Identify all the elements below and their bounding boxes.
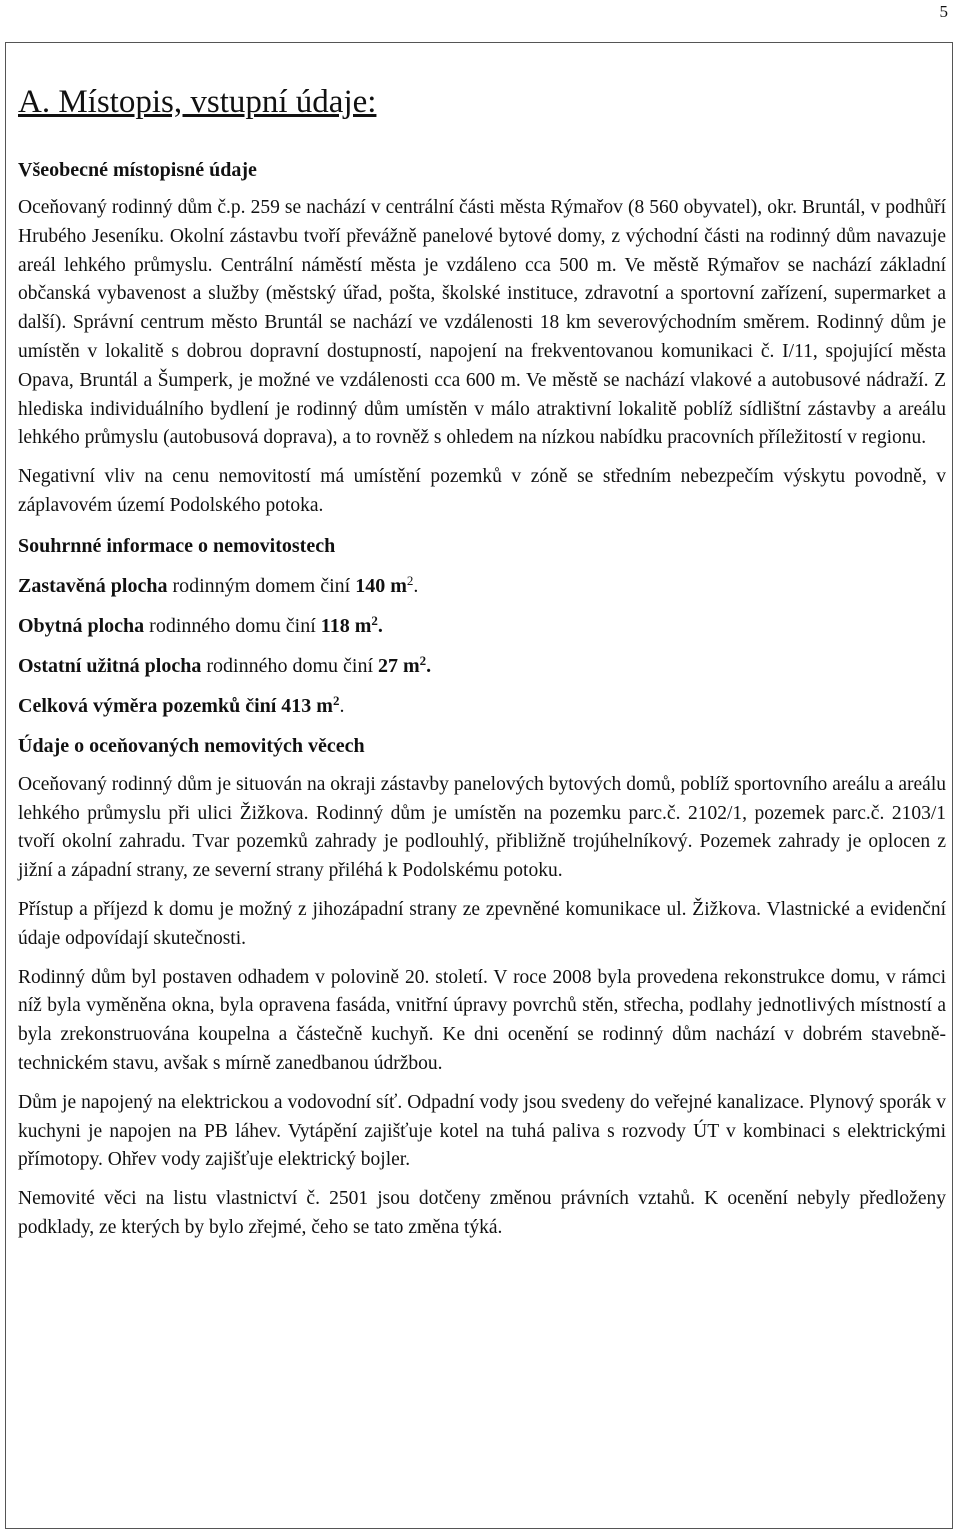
stat-end: . [413, 574, 419, 597]
stat-text: rodinného domu činí [201, 654, 378, 677]
stat-text: rodinného domu činí [144, 614, 321, 637]
stat-label: Obytná plocha [18, 614, 145, 637]
stat-exponent: 2 [371, 612, 378, 628]
stat-end: . [339, 694, 345, 717]
flood-risk-paragraph: Negativní vliv na cenu nemovitostí má umístění pozemků v zóně se středním nebezpečím výskytu povodně, v záplavovém území Podolského potoka. [18, 466, 946, 516]
stat-built-area [18, 572, 946, 600]
stat-value: 27 m [378, 654, 420, 677]
stat-label: Celková výměra pozemků činí 413 m [18, 694, 333, 717]
section-title: A. Místopis, vstupní údaje: [18, 84, 377, 120]
details-paragraph-access: Přístup a příjezd k domu je možný z jihozápadní strany ze zpevněné komunikace ul. Žižkova. Vlastnické a evidenční údaje odpovídají skutečnosti. [18, 898, 946, 949]
stat-exponent: 2 [332, 692, 340, 708]
details-paragraph-ownership: Nemovité věci na listu vlastnictví č. 2501 jsou dotčeny změnou právních vztahů. K ocenění nebyly předloženy podklady, ze kterých by bylo zřejmé, čeho se tato změna týká. [18, 1188, 946, 1238]
summary-heading: Souhrnné informace o nemovitostech [18, 534, 336, 557]
stat-exponent: 2 [419, 652, 427, 668]
page-number: 5 [939, 2, 948, 21]
stat-value: 140 m [355, 574, 407, 597]
general-info-heading: Všeobecné místopisné údaje [18, 159, 257, 181]
stat-value: 118 m [320, 614, 372, 637]
details-paragraph-construction: Rodinný dům byl postaven odhadem v polovině 20. století. V roce 2008 byla provedena rekonstrukce domu, v rámci níž byla vyměněna okna, byla opravena fasáda, vnitřní úpravy povrchů stěn, střecha, podlahy jednotlivých místností a byla zrekonstruována koupelna a částečně kuchyň. Ke dni ocenění se rodinný dům nachází v dobrém stavebně-technickém stavu, avšak s mírně zanedbanou údržbou. [18, 966, 946, 1074]
general-info-paragraph: Oceňovaný rodinný dům č.p. 259 se nachází v centrální části města Rýmařov (8 560 obyvatel), okr. Bruntál, v podhůří Hrubého Jeseníku. Okolní zástavbu tvoří převážně panelové bytové domy, z východní části na rodinný dům navazuje areál lehkého průmyslu. Centrální náměstí města je vzdáleno cca 500 m. Ve městě Rýmařov se nachází základní občanská vybavenost a služby (městský úřad, pošta, školské instituce, zdravotní a sportovní zařízení, supermarket a další). Správní centrum město Bruntál se nachází ve vzdálenosti 18 km severovýchodním směrem. Rodinný dům je umístěn v lokalitě s dobrou dopravní dostupností, napojení na frekventovanou komunikaci č. I/11, spojující města Opava, Bruntál a Šumperk, je možné ve vzdálenosti cca 600 m. Ve městě se nachází vlakové a autobusové nádraží. Z hlediska individuálního bydlení je rodinný dům umístěn v málo atraktivní lokalitě poblíž sídlištní zástavby a areálu lehkého průmyslu (autobusová doprava), a to rovněž s ohledem na nízkou nabídku pracovních příležitostí v regionu. [18, 197, 946, 449]
stat-living-area [18, 612, 946, 640]
stat-end: . [377, 614, 383, 637]
stat-label: Zastavěná plocha [18, 574, 168, 597]
details-heading: Údaje o oceňovaných nemovitých věcech [18, 734, 365, 757]
stat-label: Ostatní užitná plocha [18, 654, 202, 677]
document-body [18, 82, 946, 1243]
stat-total-land [18, 692, 946, 720]
stat-text: rodinným domem činí [167, 574, 356, 597]
details-paragraph-location: Oceňovaný rodinný dům je situován na okraji zástavby panelových bytových domů, poblíž sportovního areálu a areálu lehkého průmyslu při ulici Žižkova. Rodinný dům je umístěn na pozemku parc.č. 2102/1, pozemek parc.č. 2103/1 tvoří okolní zahradu. Tvar pozemků zahrady je podlouhlý, přibližně trojúhelníkový. Pozemek zahrady je oplocen z jižní a západní strany, ze severní strany přiléhá k Podolskému potoku. [18, 773, 946, 882]
stat-exponent: 2 [406, 572, 414, 588]
details-paragraph-utilities: Dům je napojený na elektrickou a vodovodní síť. Odpadní vody jsou svedeny do veřejné kanalizace. Plynový sporák v kuchyni je napojen na PB láhev. Vytápění zajišťuje kotel na tuhá paliva s rozvody ÚT v kombinaci s elektrickými přímotopy. Ohřev vody zajišťuje elektrický bojler. [18, 1091, 946, 1171]
stat-end: . [426, 654, 432, 677]
stat-other-area [18, 652, 946, 680]
